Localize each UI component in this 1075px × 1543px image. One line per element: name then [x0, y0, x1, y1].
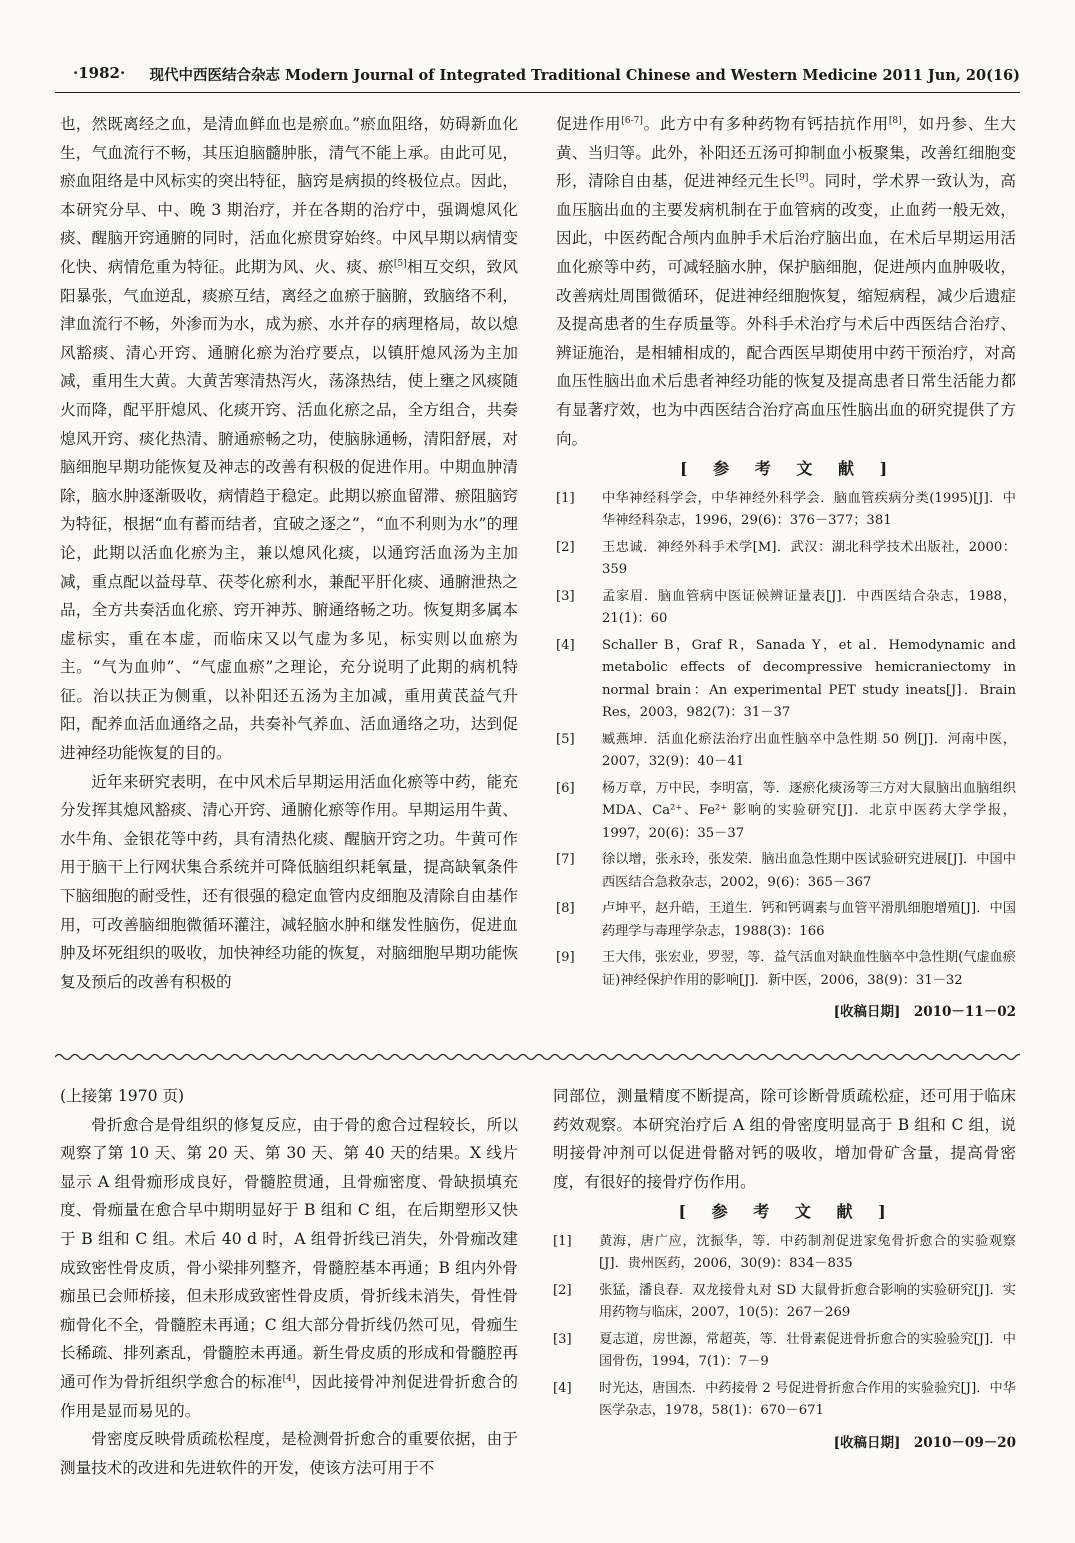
references-title: [ 参 考 文 献 ] [678, 1202, 891, 1222]
reference-item: [1] 中华神经科学会，中华神经外科学会．脑血管疾病分类(1995)[J]．中华神经科杂志，1996，29(6)：376－377；381 [556, 490, 1016, 529]
reference-list [553, 1231, 1016, 1423]
received-date: [收稿日期] 2010－11－02 [833, 1004, 1016, 1021]
reference-item: [3] 孟家眉．脑血管病中医证候辨证量表[J]．中西医结合杂志，1988，21(1)：60 [556, 588, 1016, 627]
article-divider [55, 1051, 1020, 1063]
journal-title: 现代中西医结合杂志 Modern Journal of Integrated Traditional Chinese and Western Medicine 2011 Jun, 20(16) [149, 67, 1020, 84]
reference-item: [7] 徐以增，张永玲，张发荣．脑出血急性期中医试验研究进展[J]．中国中西医结合急救杂志，2002，9(6)：365－367 [556, 852, 1016, 890]
bottom-right-column [553, 1082, 1016, 1458]
citation: [4] [282, 1373, 296, 1384]
reference-item: [2] 王忠诚．神经外科手术学[M]．武汉：湖北科学技术出版社，2000：359 [556, 539, 1016, 578]
page-number: ·1982· [73, 64, 126, 82]
body-paragraph: 也，然既离经之血，是清血鲜血也是瘀血。”瘀血阻络，妨碍新血化生，气血流行不畅，其压迫脑髓肿胀，清气不能上承。由此可见，瘀血阻络是中风标实的突出特征，脑窍是病损的终极位点。因此，本研究分早、中、晚 3 期治疗，并在各期的治疗中，强调熄风化痰、醒脑开窍通腑的同时，活血化瘀贯穿始终。中风早期以病情变化快、病情危重为特征。此期为风、火、痰、瘀[5]相互交织，致风阳暴张，气血逆乱，痰瘀互结，离经之血瘀于脑腑，致脑络不利，津血流行不畅，外渗而为水，成为瘀、水并存的病理格局，故以熄风豁痰、清心开窍、通腑化瘀为治疗要点，以镇肝熄风汤为主加减，重用生大黄。大黄苦寒清热泻火，荡涤热结，使上壅之风痰随火而降，配平肝熄风、化痰开窍、活血化瘀之品，全方组合，共奏熄风开窍、痰化热清、腑通瘀畅之功，使脑脉通畅，清阳舒展，对脑细胞早期功能恢复及神志的改善有积极的促进作用。中期血肿清除，脑水肿逐渐吸收，病情趋于稳定。此期以瘀血留滞、瘀阻脑窍为特征，根据“血有蓄而结者，宜破之逐之”，“血不利则为水”的理论，此期以活血化瘀为主，兼以熄风化痰，以通窍活血汤为主加减，重点配以益母草、茯苓化瘀利水，兼配平肝化痰、通腑泄热之品，全方共奏活血化瘀、窍开神苏、腑通络畅之功。恢复期多属本虚标实，重在本虚，而临床又以气虚为多见，标实则以血瘀为主。“气为血帅”、“气虚血瘀”之理论，充分说明了此期的病机特征。治以扶正为侧重，以补阳还五汤为主加减，重用黄芪益气升阳，配养血活血通络之品，共奏补气养血、活血通络之功，达到促进神经功能恢复的目的。 [60, 115, 518, 763]
body-paragraph: 同部位，测量精度不断提高，除可诊断骨质疏松症，还可用于临床药效观察。本研究治疗后 A 组的骨密度明显高于 B 组和 C 组，说明接骨冲剂可以促进骨骼对钙的吸收，增加骨矿含量，提高骨密度，有很好的接骨疗伤作用。 [553, 1087, 1016, 1191]
continued-note: (上接第 1970 页) [60, 1087, 185, 1105]
body-paragraph: 骨折愈合是骨组织的修复反应，由于骨的愈合过程较长，所以观察了第 10 天、第 20 天、第 30 天、第 40 天的结果。X 线片显示 A 组骨痂形成良好，骨髓腔贯通，且骨痂密度、骨缺损填充度、骨痂量在愈合早中期明显好于 B 组和 C 组，在后期塑形又快于 B 组和 C 组。术后 40 d 时，A 组骨折线已消失，外骨痂改建成致密性骨皮质，骨小梁排列整齐，骨髓腔基本再通；B 组内外骨痂虽已会师桥接，但未形成致密性骨皮质，骨折线未消失，骨性骨痂骨化不全，骨髓腔未再通；C 组大部分骨折线仍然可见，骨痂生长稀疏、排列紊乱，骨髓腔未再通。新生骨皮质的形成和骨髓腔再通可作为骨折组织学愈合的标准[4]，因此接骨冲剂促进骨折愈合的作用是显而易见的。 [60, 1115, 518, 1420]
top-right-column [556, 110, 1016, 1027]
reference-item: [8] 卢坤平，赵升皓，王道生．钙和钙调素与血管平滑肌细胞增殖[J]．中国药理学与毒理学杂志，1988(3)：166 [556, 901, 1016, 939]
reference-item: [9] 王大伟，张宏业，罗翌，等．益气活血对缺血性脑卒中急性期(气虚血瘀证)神经保护作用的影响[J]．新中医，2006，38(9)：31－32 [556, 950, 1016, 988]
citation: [6-7] [621, 115, 643, 126]
reference-item: [5] 臧燕坤．活血化瘀法治疗出血性脑卒中急性期 50 例[J]．河南中医，2007，32(9)：40－41 [556, 731, 1016, 770]
reference-item: [4] 时光达，唐国杰．中药接骨 2 号促进骨折愈合作用的实验验究[J]．中华医学杂志，1978，58(1)：670－671 [553, 1380, 1016, 1419]
citation: [5] [393, 258, 407, 269]
reference-item: [1] 黄海，唐广应，沈振华，等．中药制剂促进家兔骨折愈合的实验观察[J]．贵州医药，2006，30(9)：834－835 [553, 1233, 1016, 1272]
body-paragraph: 近年来研究表明，在中风术后早期运用活血化瘀等中药，能充分发挥其熄风豁痰、清心开窍、通腑化瘀等作用。早期运用牛黄、水牛角、金银花等中药，具有清热化痰、醒脑开窍之功。牛黄可作用于脑干上行网状集合系统并可降低脑组织耗氧量，提高缺氧条件下脑细胞的耐受性，还有很强的稳定血管内皮细胞及清除自由基作用，可改善脑细胞微循环灌注，减轻脑水肿和继发性脑伤，促进血肿及坏死组织的吸收，加快神经功能的恢复，对脑细胞早期功能恢复及预后的改善有积极的 [60, 772, 518, 991]
reference-item: [2] 张猛，潘良春．双龙接骨丸对 SD 大鼠骨折愈合影响的实验研究[J]．实用药物与临床，2007，10(5)：267－269 [553, 1282, 1016, 1321]
reference-list [556, 488, 1016, 993]
reference-item: [6] 杨万章，万中民，李明富，等．逐瘀化痰汤等三方对大鼠脑出血脑组织 MDA、Ca²⁺、Fe²⁺ 影响的实验研究[J]．北京中医药大学学报，1997，20(6)：35－37 [556, 780, 1016, 841]
citation: [8] [888, 115, 902, 126]
bottom-left-column [60, 1082, 518, 1482]
body-paragraph: 促进作用[6-7]。此方中有多种药物有钙拮抗作用[8]，如丹参、生大黄、当归等。此外，补阳还五汤可抑制血小板聚集，改善红细胞变形，清除自由基，促进神经元生长[9]。同时，学术界一致认为，高血压脑出血的主要发病机制在于血管病的改变，止血药一般无效，因此，中医药配合颅内血肿手术后治疗脑出血，在术后早期运用活血化瘀等中药，可减轻脑水肿，保护脑细胞，促进颅内血肿吸收，改善病灶周围微循环，促进神经细胞恢复，缩短病程，减少后遗症及提高患者的生存质量等。外科手术治疗与术后中西医结合治疗、辨证施治，是相辅相成的，配合西医早期使用中药干预治疗，对高血压性脑出血术后患者神经功能的恢复及提高患者日常生活能力都有显著疗效，也为中西医结合治疗高血压性脑出血的研究提供了方向。 [556, 115, 1016, 448]
references-title: [ 参 考 文 献 ] [680, 459, 892, 479]
reference-item: [3] 夏志道，房世源，常超英，等．壮骨素促进骨折愈合的实验验究[J]．中国骨伤，1994，7(1)：7－9 [553, 1331, 1016, 1370]
citation: [9] [795, 173, 809, 183]
received-date: [收稿日期] 2010－09－20 [833, 1434, 1016, 1451]
body-paragraph: 骨密度反映骨质疏松程度，是检测骨折愈合的重要依据，由于测量技术的改进和先进软件的开发，使该方法可用于不 [60, 1430, 518, 1477]
page-header [55, 62, 1020, 93]
top-left-column [60, 110, 518, 996]
reference-item: [4] Schaller B，Graf R，Sanada Y，et al．Hemodynamic and metabolic effects of decompressive hemicraniectomy in normal brain：An experimental PET study ineats[J]．Brain Res，2003，982(7)：31－37 [556, 637, 1016, 721]
